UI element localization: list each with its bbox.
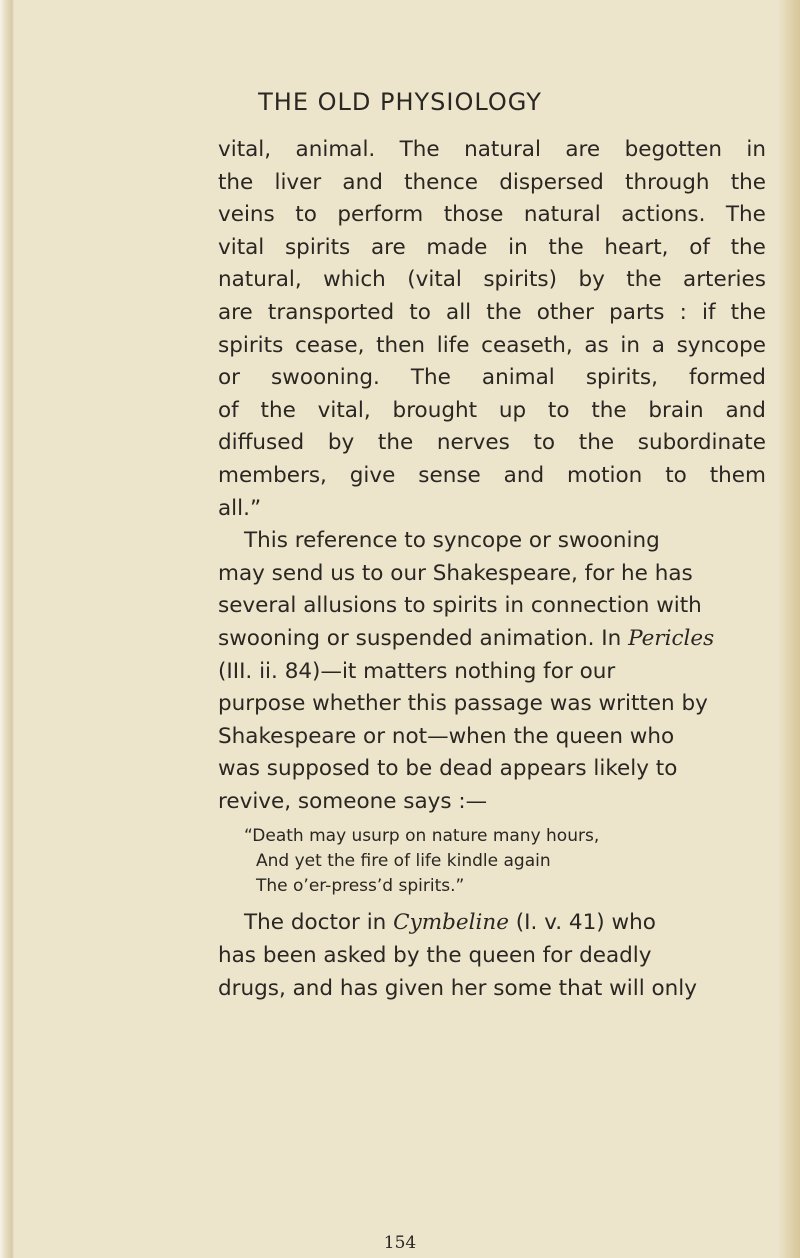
- text-line: [218, 297, 766, 330]
- word: to: [295, 202, 317, 228]
- word: by: [578, 267, 605, 293]
- word: actions.: [621, 202, 706, 228]
- word: arteries: [683, 267, 766, 293]
- word: spirits: [218, 332, 284, 358]
- page-edge-right: [778, 0, 800, 1258]
- word: life: [436, 332, 470, 358]
- word: the: [730, 234, 766, 260]
- word: spirits: [284, 234, 351, 260]
- word: in: [620, 332, 641, 358]
- word: vital: [218, 234, 265, 260]
- word: those: [443, 202, 504, 228]
- word: made: [426, 234, 488, 260]
- word: in: [746, 137, 766, 162]
- word: subordinate: [637, 430, 766, 456]
- title-cymbeline: Cymbeline: [393, 910, 509, 936]
- text-line: This reference to syncope or swooning: [244, 528, 660, 554]
- quote-line: And yet the fire of life kindle again: [256, 851, 551, 872]
- quote-line: “Death may usurp on nature many hours,: [244, 826, 600, 847]
- word: in: [508, 234, 528, 260]
- text-line: may send us to our Shakespeare, for he has: [218, 560, 693, 586]
- text-line: [218, 427, 766, 460]
- word: (vital: [407, 267, 462, 293]
- word: vital,: [317, 397, 371, 423]
- word: natural: [464, 137, 541, 162]
- word: the: [730, 169, 766, 195]
- word: The: [399, 137, 440, 162]
- text-line: [218, 264, 766, 297]
- word: through: [625, 169, 710, 195]
- text-line: (III. ii. 84)—it matters nothing for our: [218, 658, 616, 684]
- word: by: [327, 430, 355, 456]
- word: a: [651, 332, 665, 358]
- verse-quote: [244, 824, 766, 899]
- word: or: [218, 365, 240, 391]
- word: The: [410, 365, 451, 391]
- word: begotten: [624, 137, 722, 162]
- word: and: [342, 169, 383, 195]
- word: to: [409, 299, 431, 325]
- text-line: all.”: [218, 495, 262, 521]
- word: which: [323, 267, 386, 293]
- text-line: [218, 395, 766, 428]
- word: up: [498, 397, 527, 423]
- text-line: [218, 330, 766, 363]
- word: swooning.: [271, 365, 380, 391]
- text-line: purpose whether this passage was written by: [218, 691, 708, 717]
- word: of: [218, 397, 239, 423]
- word: vital,: [218, 137, 272, 162]
- word: thence: [404, 169, 479, 195]
- word: brain: [648, 397, 704, 423]
- text-line: Shakespeare or not—when the queen who: [218, 723, 675, 749]
- word: give: [349, 462, 396, 488]
- word: parts: [609, 299, 665, 325]
- word: to: [547, 397, 570, 423]
- word: and: [725, 397, 766, 423]
- running-head: THE OLD PHYSIOLOGY: [258, 88, 542, 116]
- word: the: [578, 430, 615, 456]
- text-line: [218, 167, 766, 200]
- word: formed: [688, 365, 766, 391]
- word: to: [665, 462, 687, 488]
- text-line: [218, 460, 766, 493]
- word: the: [260, 397, 296, 423]
- word: :: [679, 299, 687, 325]
- text-line: several allusions to spirits in connection with: [218, 593, 702, 619]
- word: then: [376, 332, 426, 358]
- word: the: [218, 169, 254, 195]
- word: and: [503, 462, 545, 488]
- word: spirits): [483, 267, 558, 293]
- text-line: was supposed to be dead appears likely to: [218, 756, 678, 782]
- text-line: The doctor in Cymbeline (I. v. 41) who: [244, 910, 656, 936]
- word: them: [709, 462, 766, 488]
- word: are: [370, 234, 406, 260]
- quote-line: The o’er-press’d spirits.”: [256, 876, 465, 897]
- word: ceaseth,: [481, 332, 573, 358]
- word: diffused: [218, 430, 305, 456]
- word: heart,: [604, 234, 669, 260]
- word: natural,: [218, 267, 302, 293]
- text-line: drugs, and has given her some that will only: [218, 975, 697, 1001]
- word: brought: [392, 397, 478, 423]
- word: the: [591, 397, 627, 423]
- word: motion: [567, 462, 643, 488]
- word: transported: [267, 299, 395, 325]
- text-line: swooning or suspended animation. In Pericles: [218, 625, 715, 651]
- text-line: [218, 232, 766, 265]
- body-text: [218, 134, 766, 1005]
- text-line: has been asked by the queen for deadly: [218, 943, 652, 969]
- word: the: [377, 430, 414, 456]
- word: to: [533, 430, 556, 456]
- word: other: [536, 299, 594, 325]
- word: spirits,: [585, 365, 658, 391]
- word: all: [446, 299, 472, 325]
- word: animal.: [295, 137, 376, 162]
- word: natural: [523, 202, 601, 228]
- word: the: [730, 299, 766, 325]
- word: animal: [481, 365, 555, 391]
- word: are: [565, 137, 601, 162]
- word: syncope: [676, 332, 766, 358]
- word: as: [584, 332, 609, 358]
- word: the: [548, 234, 584, 260]
- word: veins: [218, 202, 275, 228]
- word: if: [701, 299, 716, 325]
- title-pericles: Pericles: [628, 625, 715, 651]
- text-line: [218, 199, 766, 232]
- page-edge-left: [0, 0, 14, 1258]
- word: of: [689, 234, 710, 260]
- word: members,: [218, 462, 327, 488]
- word: the: [486, 299, 522, 325]
- word: The: [725, 202, 766, 228]
- page-number: 154: [383, 1233, 417, 1253]
- word: perform: [337, 202, 424, 228]
- word: sense: [418, 462, 481, 488]
- word: nerves: [436, 430, 510, 456]
- word: are: [218, 299, 253, 325]
- word: dispersed: [499, 169, 604, 195]
- word: cease,: [294, 332, 365, 358]
- word: liver: [274, 169, 322, 195]
- word: the: [626, 267, 662, 293]
- text-line: [218, 134, 766, 167]
- text-line: [218, 362, 766, 395]
- text-line: revive, someone says :—: [218, 788, 488, 814]
